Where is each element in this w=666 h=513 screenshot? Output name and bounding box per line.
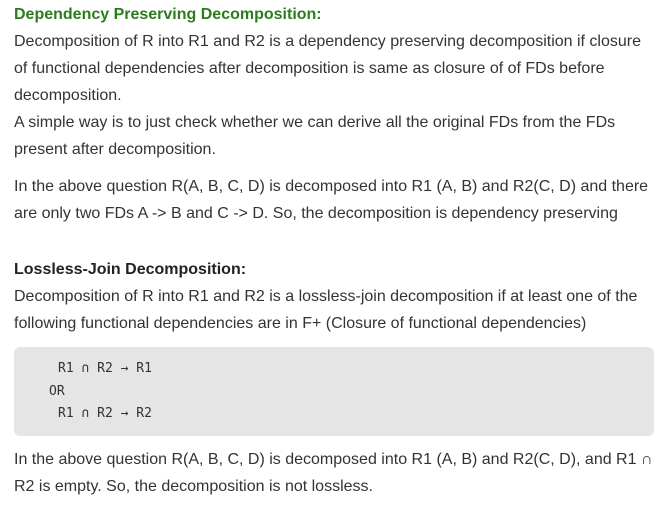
code-block: [14, 347, 654, 436]
lossless-join-heading: Lossless-Join Decomposition:: [14, 261, 247, 278]
dependency-preserving-heading: Dependency Preserving Decomposition:: [14, 6, 322, 23]
dependency-preserving-example: In the above question R(A, B, C, D) is decomposed into R1 (A, B) and R2(C, D) and there are only two FDs A -> B and C -> D. So, the decomposition is dependency preserving: [14, 178, 649, 222]
code-line-1: R1 ∩ R2 → R1: [58, 361, 152, 376]
dependency-preserving-check-method: A simple way is to just check whether we can derive all the original FDs from the FDs present after decomposition.: [14, 114, 616, 158]
lossless-join-definition: Decomposition of R into R1 and R2 is a lossless-join decomposition if at least one of the following functional dependencies are in F+ (Closure of functional dependencies): [14, 288, 638, 332]
code-line-3: R1 ∩ R2 → R2: [58, 406, 152, 421]
dependency-preserving-definition: Decomposition of R into R1 and R2 is a dependency preserving decomposition if closure of functional dependencies after decomposition is same as closure of of FDs before decomposition.: [14, 33, 642, 104]
code-line-2: OR: [49, 384, 65, 399]
lossless-join-example: In the above question R(A, B, C, D) is decomposed into R1 (A, B) and R2(C, D), and R1 ∩ R2 is empty. So, the decomposition is not lossless.: [14, 451, 653, 495]
